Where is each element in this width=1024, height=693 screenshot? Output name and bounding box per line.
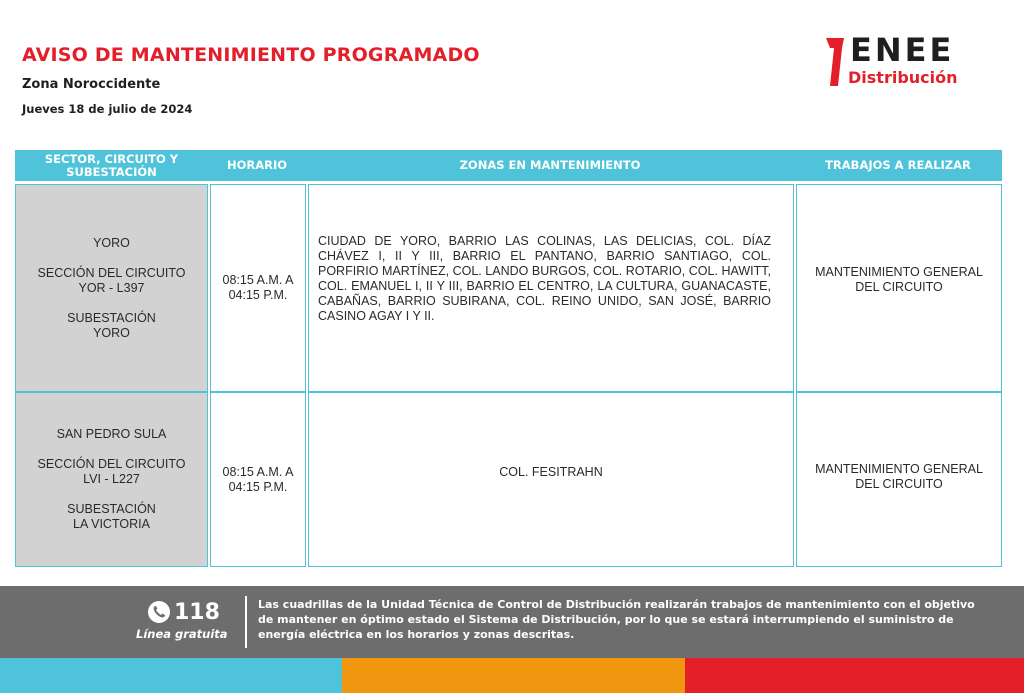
work-line-1: MANTENIMIENTO GENERAL: [815, 265, 983, 279]
work-line-2: DEL CIRCUITO: [855, 476, 943, 491]
circuit-code: LVI - L227: [83, 472, 140, 486]
column-header-sector: SECTOR, CIRCUITO Y SUBESTACIÓN: [44, 151, 179, 179]
phone-number: 118: [174, 600, 220, 625]
notice-date: Jueves 18 de julio de 2024: [22, 102, 193, 116]
schedule-start: 08:15 A.M. A: [222, 464, 294, 479]
column-header-zones: ZONAS EN MANTENIMIENTO: [459, 158, 641, 172]
stripe-orange: [342, 658, 685, 693]
logo-wordmark: ENEE: [850, 31, 955, 69]
column-header-schedule: HORARIO: [226, 158, 288, 172]
table-row: [15, 184, 1002, 392]
work-cell: [796, 392, 1002, 567]
zones-text: CIUDAD DE YORO, BARRIO LAS COLINAS, LAS DELICIAS, COL. DÍAZ CHÁVEZ I, II Y III, BARRIO EL PANTANO, BARRIO SANTIAGO, COL. PORFIRIO MARTÍNEZ, COL. LANDO BURGOS, COL. ROTARIO, COL. HAWITT, COL. EMANUEL I, II Y III, BARRIO EL CENTRO, LA CULTURA, GUANACASTE, CABAÑAS, BARRIO SUBIRANA, COL. REINO UNIDO, SAN JOSÉ, BARRIO CASINO AGAY I Y II.: [318, 234, 771, 323]
page-title: AVISO DE MANTENIMIENTO PROGRAMADO: [22, 44, 480, 66]
schedule-cell: [210, 184, 306, 392]
sector-cell: [15, 184, 208, 392]
table-row: [15, 392, 1002, 567]
sector-name: YORO: [93, 235, 130, 250]
circuit-label: SECCIÓN DEL CIRCUITO: [37, 457, 186, 471]
substation-name: YORO: [93, 325, 130, 340]
substation-label: SUBESTACIÓN: [67, 310, 156, 325]
stripe-red: [685, 658, 1024, 693]
schedule-end: 04:15 P.M.: [228, 288, 288, 302]
phone-label: Línea gratuita: [136, 627, 228, 641]
work-line-2: DEL CIRCUITO: [855, 280, 943, 294]
sector-name: SAN PEDRO SULA: [56, 427, 167, 441]
zones-text: COL. FESITRAHN: [499, 465, 603, 479]
substation-name: LA VICTORIA: [73, 517, 150, 531]
circuit-label: SECCIÓN DEL CIRCUITO: [37, 265, 186, 280]
schedule-end: 04:15 P.M.: [228, 479, 288, 494]
work-line-1: MANTENIMIENTO GENERAL: [815, 461, 983, 476]
footer-banner: [0, 586, 1024, 658]
schedule-start: 08:15 A.M. A: [222, 273, 294, 287]
substation-label: SUBESTACIÓN: [67, 502, 156, 516]
table-header: [15, 150, 1002, 181]
logo-mark-icon: [822, 36, 846, 86]
stripe-blue: [0, 658, 342, 693]
enee-logo: [822, 31, 997, 90]
phone-icon: [148, 601, 170, 623]
column-header-work: TRABAJOS A REALIZAR: [825, 158, 971, 172]
logo-subtitle: Distribución: [848, 68, 958, 87]
zone-subtitle: Zona Noroccidente: [22, 77, 161, 92]
schedule-cell: [210, 392, 306, 567]
footer-notice-text: Las cuadrillas de la Unidad Técnica de Control de Distribución realizarán trabajos de mantenimiento con el objetivo de mantener en óptimo estado el Sistema de Distribución, por lo que se estará interrumpiendo el suministro de energía eléctrica en los horarios y zonas descritas.: [258, 598, 975, 641]
zones-cell: [308, 184, 794, 392]
work-cell: [796, 184, 1002, 392]
footer-divider: [245, 596, 247, 648]
circuit-code: YOR - L397: [78, 280, 145, 295]
sector-cell: [15, 392, 208, 567]
zones-cell: [308, 392, 794, 567]
